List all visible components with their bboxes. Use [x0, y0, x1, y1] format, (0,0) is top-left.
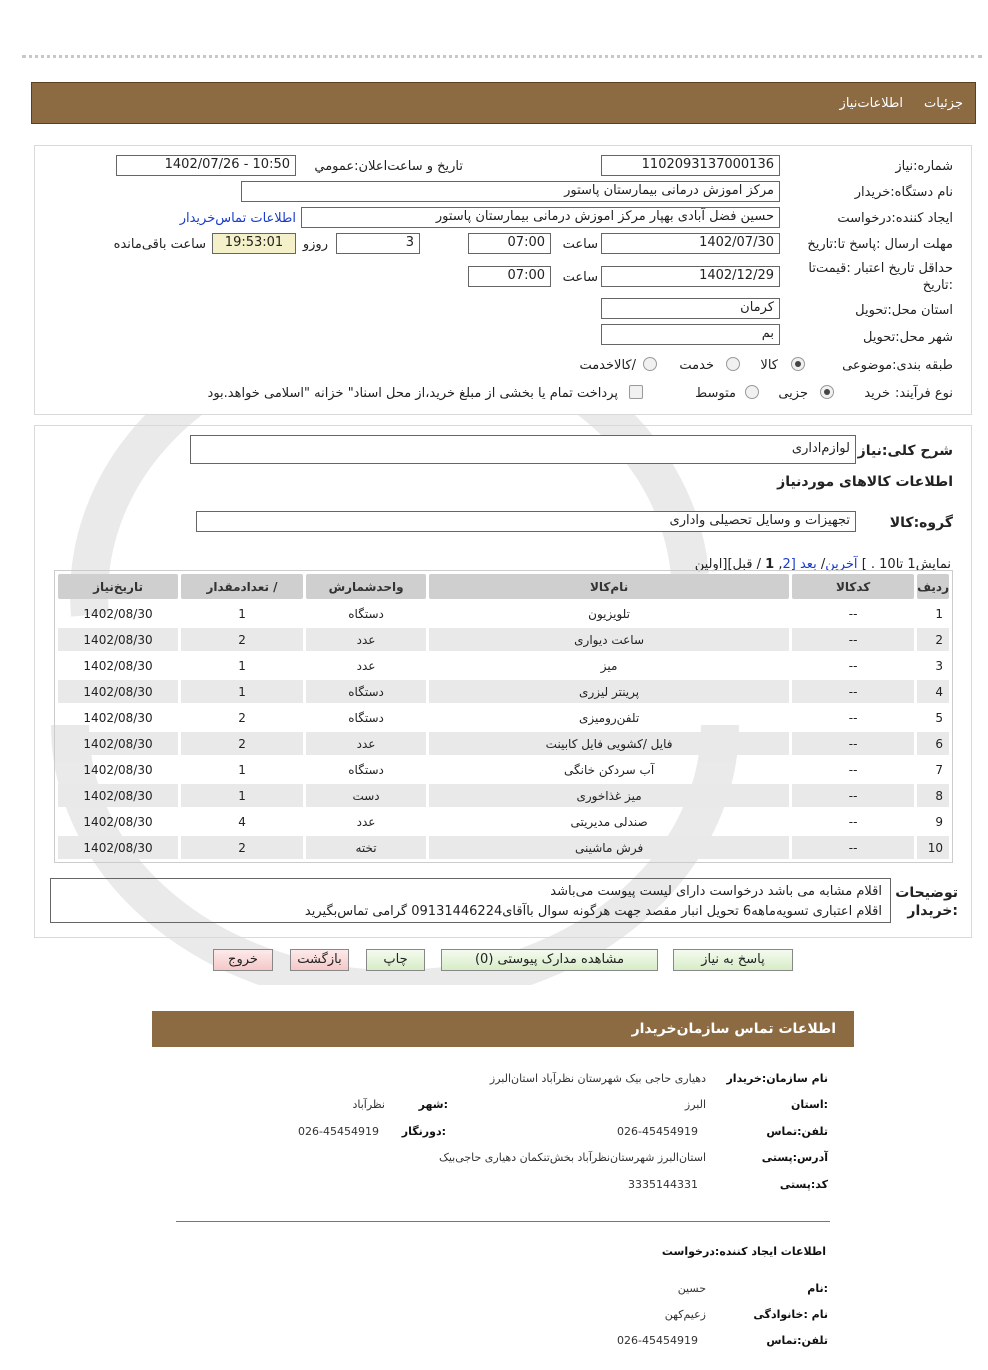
- cell-item-code: --: [848, 762, 858, 777]
- buyer-notes-box: [50, 878, 891, 923]
- cell-item-code: --: [848, 710, 858, 725]
- category-label: طبقه بندی:موضوعی: [842, 358, 953, 373]
- col-unit: واحدشمارش: [306, 574, 426, 599]
- cell-item-name: تلفن‌رومیزی: [579, 710, 640, 725]
- table-row[interactable]: [58, 654, 949, 677]
- cell-quantity: 2: [238, 710, 246, 725]
- tab-need-info[interactable]: اطلاعات‌نیاز: [839, 96, 903, 111]
- deadline-date-field: 1402/07/30: [601, 233, 780, 254]
- cell-item-name: پرینتر لیزری: [429, 680, 789, 703]
- pager-current-page: 1: [765, 557, 775, 572]
- validity-time-field: 07:00: [468, 266, 551, 287]
- contact-province-label: :استان: [791, 1098, 828, 1111]
- validity-label-2: :تاریخ: [922, 278, 953, 293]
- pager-next-link[interactable]: بعد: [799, 557, 817, 572]
- process-label: نوع فرآیند:: [895, 386, 953, 401]
- cell-quantity: 1: [238, 762, 246, 777]
- cell-item-name: ساعت دیواری: [429, 628, 789, 651]
- cell-need-date: 1402/08/30: [83, 814, 153, 829]
- contact-phone-value: 026-45454919: [617, 1125, 698, 1138]
- cell-row-number: 4: [917, 680, 949, 703]
- cell-item-code: --: [792, 732, 914, 755]
- cell-need-date: 1402/08/30: [83, 710, 153, 725]
- cell-row-number: 10: [917, 836, 949, 859]
- creator-label: ایجاد کننده:درخواست: [837, 211, 953, 226]
- deadline-label: مهلت ارسال :پاسخ تا:تاریخ: [807, 237, 953, 252]
- cell-row-number: 1: [935, 606, 943, 621]
- cell-unit: دست: [306, 784, 426, 807]
- table-row[interactable]: [58, 810, 949, 833]
- deadline-time-label: ساعت: [562, 237, 598, 252]
- table-row[interactable]: [58, 706, 949, 729]
- validity-label: حداقل تاریخ اعتبار :قیمت‌تا: [808, 261, 953, 276]
- cell-quantity: 4: [238, 814, 246, 829]
- cell-quantity: 1: [181, 680, 303, 703]
- cell-need-date: 1402/08/30: [58, 784, 178, 807]
- need-number-field: 1102093137000136: [601, 155, 780, 176]
- cell-item-code: --: [792, 628, 914, 651]
- city-label: شهر محل:تحویل: [863, 330, 953, 345]
- attachments-button[interactable]: مشاهده مدارک پیوستی (0): [441, 949, 658, 971]
- need-number-label: شماره:نیاز: [895, 159, 953, 174]
- process-medium-label: متوسط: [695, 386, 736, 401]
- contact-address-label: آدرس:پستی: [761, 1151, 828, 1164]
- col-item-code: کدکالا: [792, 574, 914, 599]
- cell-unit: دستگاه: [306, 680, 426, 703]
- need-description-label: شرح کلی:نیاز: [857, 443, 953, 459]
- tab-details[interactable]: جزئیات: [924, 96, 963, 111]
- cell-unit: عدد: [356, 658, 376, 673]
- goods-group-field: تجهیزات و وسایل تحصیلی واداری: [196, 511, 856, 532]
- contact-postal-label: کد:پستی: [779, 1178, 828, 1191]
- category-goods-service-label: /کالاخدمت: [579, 358, 636, 373]
- table-row[interactable]: [58, 628, 949, 651]
- cell-need-date: 1402/08/30: [58, 732, 178, 755]
- cell-unit: دستگاه: [348, 710, 384, 725]
- contact-city-label: :شهر: [418, 1098, 448, 1111]
- col-row-number: ردیف: [917, 574, 949, 599]
- creator-field: حسین فضل آبادی بهپار مرکز اموزش درمانی بیمارستان پاستور: [301, 207, 780, 228]
- contact-org-value: دهیاری حاجی بیک شهرستان نظرآباد استان‌البرز: [489, 1072, 706, 1085]
- cell-quantity: 2: [181, 836, 303, 859]
- days-label: روزو: [302, 237, 328, 252]
- treasury-payment-note: پرداخت تمام یا بخشی از مبلغ خرید،از محل اسناد" خزانه "اسلامی خواهد.بود: [207, 386, 618, 401]
- buyer-notes-label-2: :خریدار: [907, 903, 958, 919]
- buyer-org-label: نام دستگاه:خریدار: [854, 185, 953, 200]
- need-description-field: لوازم‌اداری: [190, 435, 856, 464]
- province-label: استان محل:تحویل: [855, 303, 953, 318]
- creator-phone-value: 026-45454919: [617, 1334, 698, 1347]
- cell-need-date: 1402/08/30: [83, 606, 153, 621]
- contact-postal-value: 3335144331: [628, 1178, 698, 1191]
- validity-date-field: 1402/12/29: [601, 266, 780, 287]
- cell-quantity: 2: [181, 732, 303, 755]
- contact-city-value: نظرآباد: [352, 1098, 385, 1111]
- buyer-notes-line-2: اقلام اعتباری تسویه‌ماهه6 تحویل انبار مقصد جهت هرگونه سوال باآقای09131446224 گرامی تماس‌بگیرید: [304, 904, 882, 919]
- province-field: کرمان: [601, 298, 780, 319]
- creator-info-title: اطلاعات ایجاد کننده:درخواست: [661, 1245, 826, 1258]
- process-minor-radio[interactable]: [820, 385, 834, 399]
- cell-row-number: 2: [917, 628, 949, 651]
- table-row[interactable]: [58, 602, 949, 625]
- reply-button[interactable]: پاسخ به نیاز: [673, 949, 793, 971]
- pager-last-link[interactable]: آخرین: [825, 557, 858, 572]
- cell-item-code: --: [848, 658, 858, 673]
- contact-phone-label: تلفن:تماس: [766, 1125, 828, 1138]
- creator-name-value: حسین: [677, 1282, 706, 1295]
- cell-item-name: میز: [600, 658, 618, 673]
- process-medium-radio[interactable]: [745, 385, 759, 399]
- announce-date-label: تاریخ و ساعت‌اعلان:عمومي: [314, 159, 463, 174]
- pager-range: نمایش1 تا10 . ]: [861, 557, 951, 572]
- buyer-notes-label: توضیحات: [895, 885, 958, 901]
- cell-item-name: آب سردکن خانگی: [564, 762, 655, 777]
- goods-table-header: [58, 574, 949, 599]
- goods-group-label: گروه:کالا: [889, 515, 953, 531]
- cell-quantity: 1: [181, 784, 303, 807]
- cell-item-name: میز غذاخوری: [429, 784, 789, 807]
- buyer-contact-link[interactable]: اطلاعات تماس‌خریدار: [179, 211, 296, 226]
- days-remaining-field: 3: [336, 233, 420, 254]
- col-need-date: تاریخ‌نیاز: [58, 574, 178, 599]
- cell-unit: دستگاه: [348, 762, 384, 777]
- cell-quantity: 1: [238, 658, 246, 673]
- process-minor-label: جزیی: [778, 386, 808, 401]
- creator-family-label: نام :خانوادگی: [753, 1308, 828, 1321]
- remaining-time-field: 19:53:01: [212, 233, 296, 254]
- cell-unit: عدد: [306, 732, 426, 755]
- pager-prev-first[interactable]: / قبل][اولین: [694, 557, 762, 572]
- creator-name-label: :نام: [807, 1282, 828, 1295]
- buyer-notes-line-1: اقلام مشابه می باشد درخواست دارای لیست پیوست می‌باشد: [550, 884, 882, 899]
- category-goods-radio[interactable]: [791, 357, 805, 371]
- deadline-time-field: 07:00: [468, 233, 551, 254]
- cell-quantity: 2: [181, 628, 303, 651]
- cell-item-name: صندلی مدیریتی: [570, 814, 648, 829]
- contact-divider: [176, 1221, 830, 1222]
- cell-item-name: فرش ماشینی: [429, 836, 789, 859]
- cell-need-date: 1402/08/30: [58, 680, 178, 703]
- table-row[interactable]: [58, 680, 949, 703]
- remaining-time-label: ساعت باقی‌مانده: [113, 237, 206, 252]
- exit-button[interactable]: خروج: [213, 949, 273, 971]
- contact-fax-label: :دورنگار: [401, 1125, 446, 1138]
- creator-family-value: زعیم‌کهن: [664, 1308, 706, 1321]
- cell-need-date: 1402/08/30: [83, 762, 153, 777]
- process-buy-label: خرید: [864, 386, 890, 401]
- cell-unit: عدد: [356, 814, 376, 829]
- cell-item-code: --: [848, 814, 858, 829]
- cell-unit: عدد: [306, 628, 426, 651]
- city-field: بم: [601, 324, 780, 345]
- contact-section-title: اطلاعات تماس سازمان‌خریدار: [631, 1021, 836, 1037]
- cell-row-number: 7: [935, 762, 943, 777]
- cell-item-name: تلویزیون: [588, 606, 630, 621]
- contact-org-label: نام سازمان:خریدار: [726, 1072, 828, 1085]
- table-row[interactable]: [58, 732, 949, 755]
- table-row[interactable]: [58, 784, 949, 807]
- announce-date-field: 1402/07/26 - 10:50: [116, 155, 296, 176]
- table-row[interactable]: [58, 836, 949, 859]
- goods-table: [54, 570, 953, 863]
- category-goods-label: کالا: [760, 358, 778, 373]
- creator-phone-label: تلفن:تماس: [766, 1334, 828, 1347]
- goods-info-title: اطلاعات کالاهای موردنیاز: [777, 474, 953, 490]
- cell-row-number: 5: [935, 710, 943, 725]
- cell-quantity: 1: [238, 606, 246, 621]
- cell-need-date: 1402/08/30: [58, 628, 178, 651]
- cell-row-number: 3: [935, 658, 943, 673]
- cell-unit: دستگاه: [348, 606, 384, 621]
- contact-province-value: البرز: [684, 1098, 706, 1111]
- pager-page-2-link[interactable]: [2: [782, 557, 796, 572]
- col-item-name: نام‌کالا: [429, 574, 789, 599]
- cell-row-number: 6: [917, 732, 949, 755]
- cell-need-date: 1402/08/30: [58, 836, 178, 859]
- category-service-label: خدمت: [679, 358, 714, 373]
- top-dotted-divider: [22, 55, 982, 58]
- cell-row-number: 9: [935, 814, 943, 829]
- cell-unit: تخته: [306, 836, 426, 859]
- contact-fax-value: 026-45454919: [298, 1125, 379, 1138]
- back-button[interactable]: بازگشت: [290, 949, 349, 971]
- cell-item-code: --: [848, 606, 858, 621]
- cell-item-code: --: [792, 680, 914, 703]
- validity-time-label: ساعت: [562, 270, 598, 285]
- cell-item-name: فایل /کشویی فایل کابینت: [429, 732, 789, 755]
- contact-address-value: استان‌البرز شهرستان‌نظرآباد بخش‌تنکمان دهیاری حاجی‌بیک: [438, 1151, 706, 1164]
- cell-row-number: 8: [917, 784, 949, 807]
- category-service-radio[interactable]: [726, 357, 740, 371]
- contact-section-header: [152, 1011, 854, 1047]
- col-quantity: / تعدادمقدار: [181, 574, 303, 599]
- table-row[interactable]: [58, 758, 949, 781]
- cell-need-date: 1402/08/30: [83, 658, 153, 673]
- buyer-org-field: مرکز اموزش درمانی بیمارستان پاستور: [241, 181, 780, 202]
- cell-item-code: --: [792, 836, 914, 859]
- treasury-payment-checkbox[interactable]: [629, 385, 643, 399]
- pager: نمایش1 تا10 . ] آخرین/ بعد [2, 1 / قبل][اولین: [694, 557, 951, 572]
- page-header-bar: [31, 82, 976, 124]
- print-button[interactable]: چاپ: [366, 949, 425, 971]
- category-goods-service-radio[interactable]: [643, 357, 657, 371]
- cell-item-code: --: [792, 784, 914, 807]
